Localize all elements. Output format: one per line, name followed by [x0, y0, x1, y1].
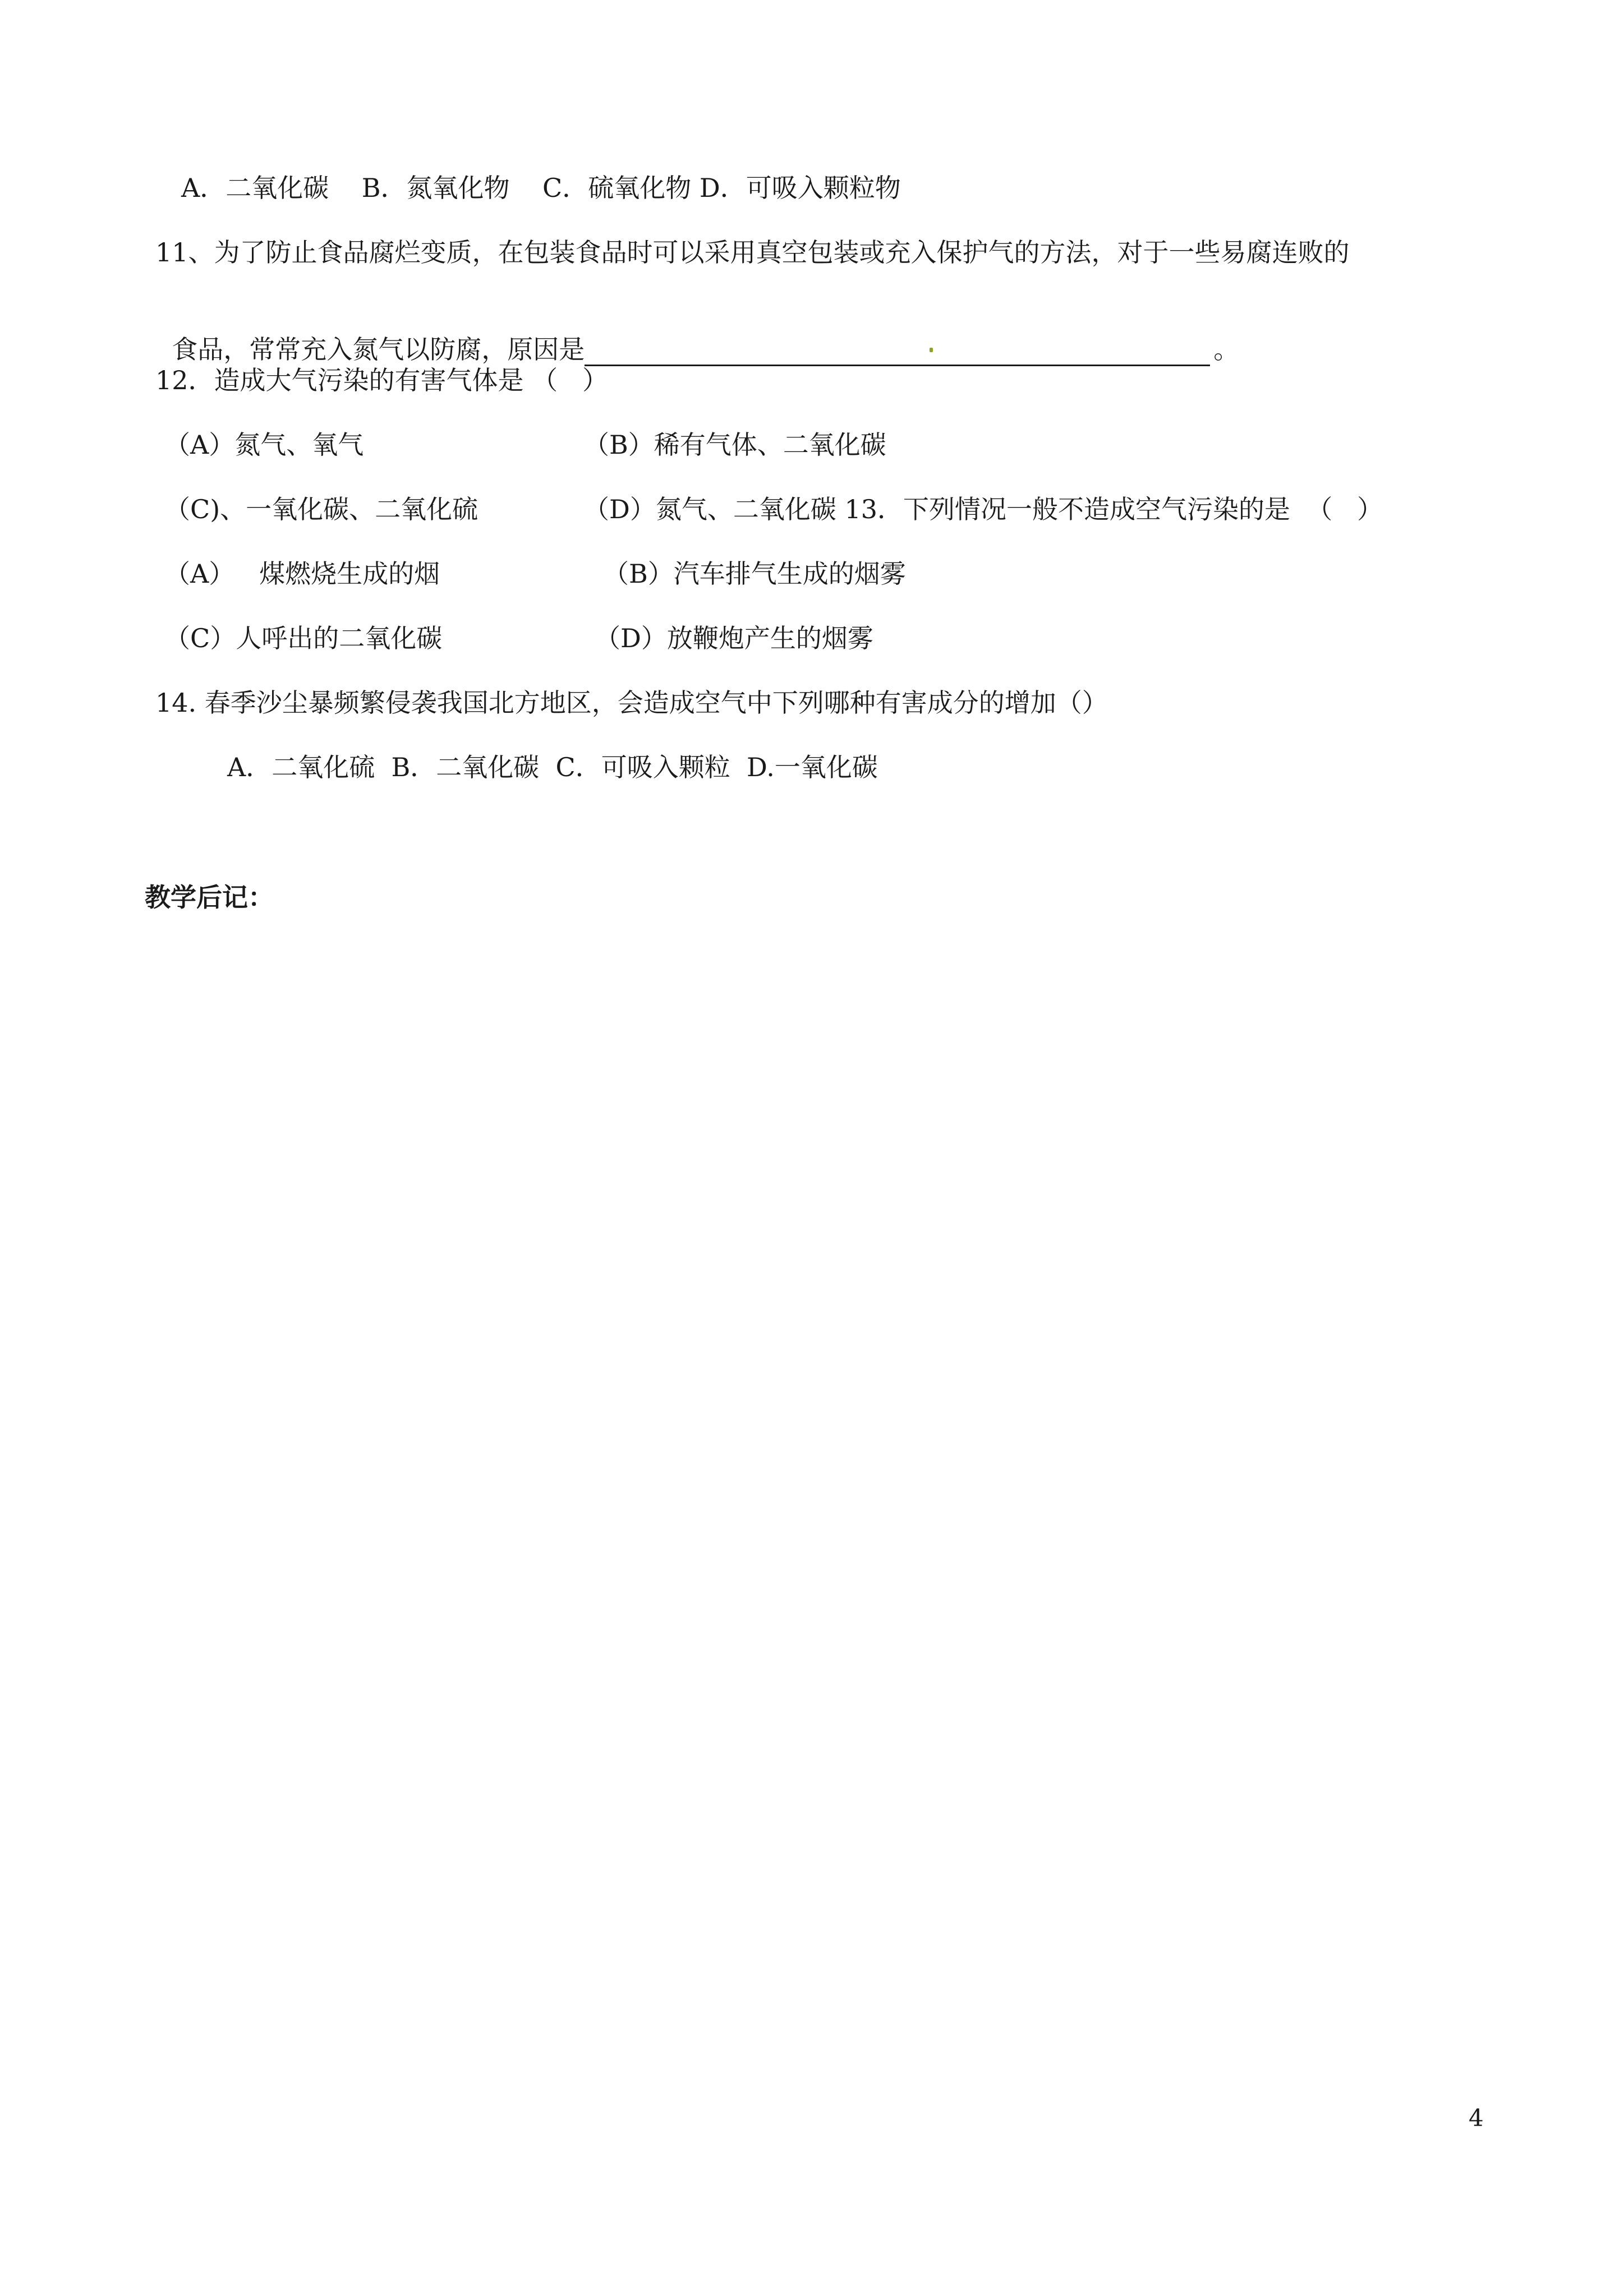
q14-options: A．二氧化硫 B．二氧化碳 C．可吸入颗粒 D.一氧化碳 — [227, 752, 878, 782]
q12-option-a: （A）氮气、氧气 — [164, 430, 364, 460]
q11-line2 — [155, 299, 1239, 366]
q13-option-a: （A） 煤燃烧生成的烟 — [164, 559, 440, 589]
q12-option-b: （B）稀有气体、二氧化碳 — [583, 430, 886, 460]
q13-option-d: （D）放鞭炮产生的烟雾 — [595, 623, 873, 653]
q14-stem: 14. 春季沙尘暴频繁侵袭我国北方地区，会造成空气中下列哪种有害成分的增加（） — [155, 688, 1108, 718]
q12-option-d-q13-stem: （D）氮气、二氧化碳 13．下列情况一般不造成空气污染的是 （ ） — [583, 494, 1383, 524]
q13-option-c: （C）人呼出的二氧化碳 — [164, 623, 443, 653]
q10-options: A．二氧化碳 B．氮氧化物 C．硫氧化物 D．可吸入颗粒物 — [181, 173, 901, 203]
q11-line1: 11、为了防止食品腐烂变质，在包装食品时可以采用真空包装或充入保护气的方法，对于一些易腐连败的 — [155, 237, 1350, 268]
q12-option-c: （C)、一氧化碳、二氧化硫 — [164, 494, 479, 524]
teaching-notes-heading: 教学后记： — [145, 882, 274, 912]
page-number: 4 — [1469, 2104, 1484, 2132]
q11-line2-suffix: 。 — [1213, 334, 1240, 365]
q13-option-b: （B）汽车排气生成的烟雾 — [603, 559, 906, 589]
q12-stem: 12．造成大气污染的有害气体是 （ ） — [155, 365, 609, 395]
answer-blank — [585, 338, 1210, 366]
q11-line2-prefix: 食品，常常充入氮气以防腐，原因是 — [172, 334, 585, 365]
stray-mark — [930, 348, 933, 352]
